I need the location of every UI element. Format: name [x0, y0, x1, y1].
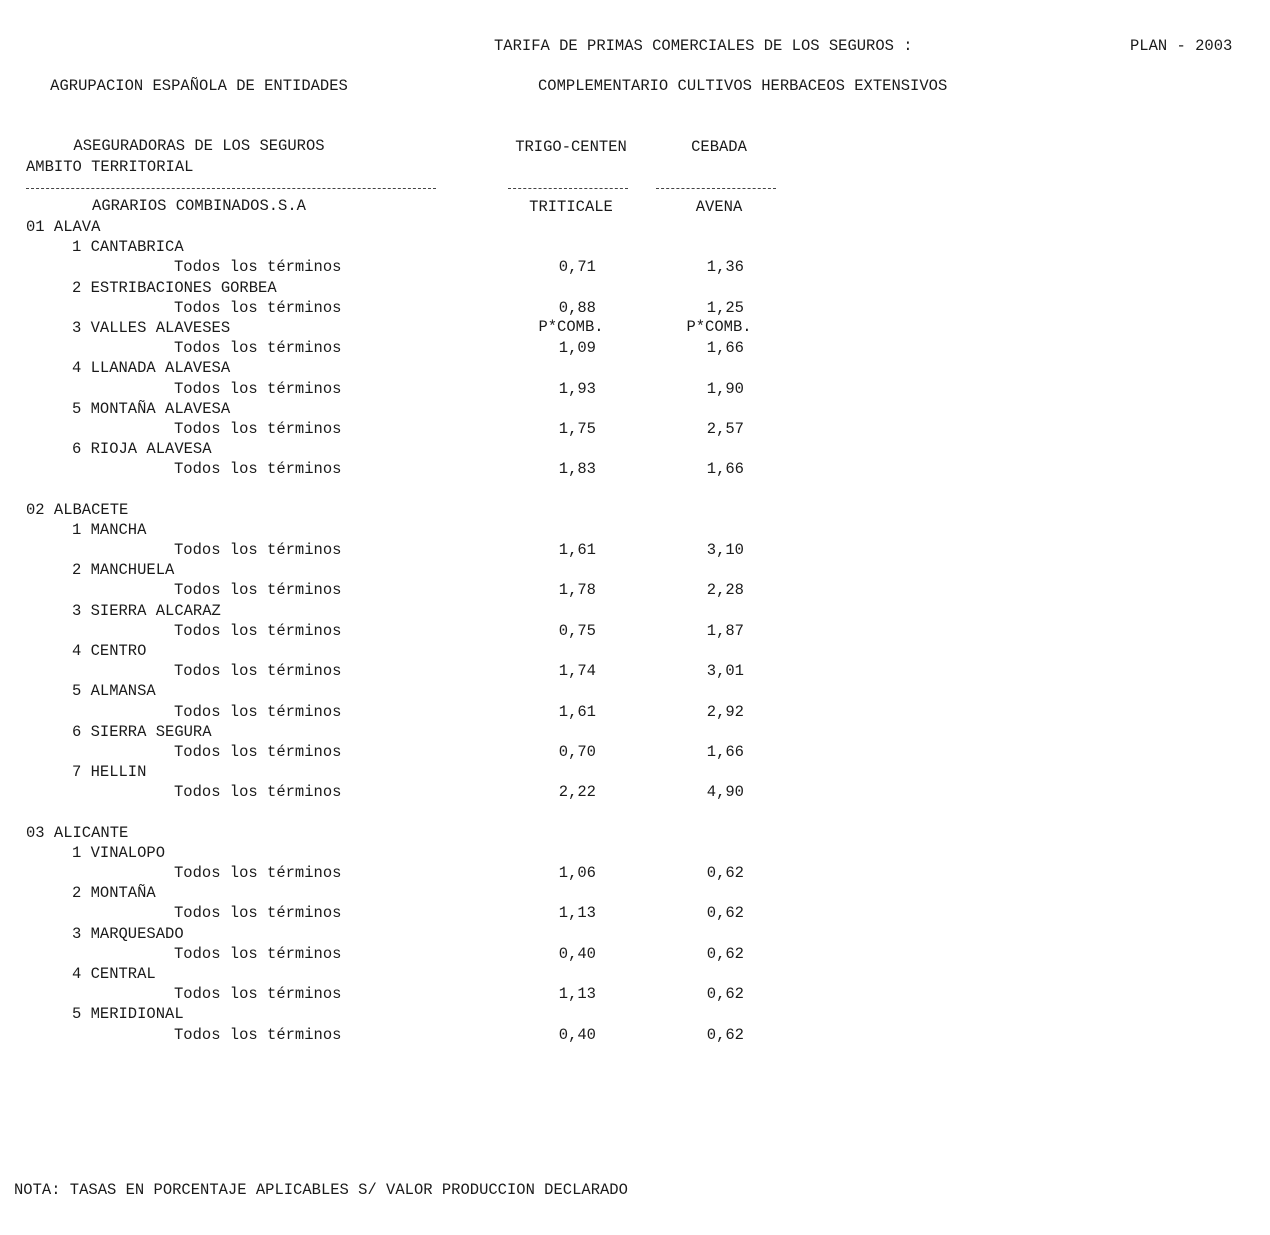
term-label: Todos los términos	[174, 702, 342, 721]
value-cebada: 3,10	[706, 541, 744, 559]
table-row	[0, 580, 900, 600]
term-label: Todos los términos	[174, 419, 342, 438]
value-cebada: 1,36	[706, 258, 744, 277]
value-cebada: 0,62	[706, 864, 744, 882]
value-cebada: 1,66	[706, 742, 744, 761]
zone-row	[0, 601, 900, 621]
table-row	[0, 702, 900, 722]
zone-row	[0, 560, 900, 580]
value-cebada: 1,87	[706, 621, 744, 640]
value-trigo: 0,40	[558, 944, 596, 963]
table-row	[0, 944, 900, 964]
document-subtitle: COMPLEMENTARIO CULTIVOS HERBACEOS EXTENSIVOS	[538, 77, 948, 95]
value-cebada: 0,62	[706, 985, 744, 1004]
tariff-table	[0, 217, 900, 1045]
value-cebada: 1,90	[706, 379, 744, 398]
zone-row	[0, 883, 900, 903]
header-rule-territory	[26, 188, 436, 189]
value-cebada: 3,01	[706, 662, 744, 681]
term-label: Todos los términos	[174, 864, 342, 882]
province-name: 03 ALICANTE	[26, 823, 129, 842]
table-row	[0, 661, 900, 681]
column-header-cebada-unit: P*COMB.	[686, 318, 752, 336]
zone-name: 4 LLANADA ALAVESA	[72, 359, 231, 378]
term-label: Todos los términos	[174, 339, 342, 358]
value-trigo: 0,75	[558, 621, 596, 640]
value-trigo: 1,06	[558, 864, 596, 882]
value-trigo: 2,22	[558, 783, 596, 802]
zone-name: 5 ALMANSA	[72, 682, 156, 701]
zone-name: 3 MARQUESADO	[72, 924, 184, 943]
column-header-territory: AMBITO TERRITORIAL	[26, 158, 194, 176]
term-label: Todos los términos	[174, 541, 342, 559]
term-label: Todos los términos	[174, 379, 342, 398]
value-trigo: 1,78	[558, 581, 596, 600]
zone-row	[0, 399, 900, 419]
value-cebada: 1,25	[706, 298, 744, 317]
value-cebada: 1,66	[706, 460, 744, 479]
value-trigo: 1,93	[558, 379, 596, 398]
table-row	[0, 782, 900, 802]
zone-name: 3 VALLES ALAVESES	[72, 318, 231, 337]
table-row	[0, 257, 900, 277]
zone-row	[0, 722, 900, 742]
column-header-trigo-unit: P*COMB.	[538, 318, 604, 336]
spacer-row	[0, 479, 900, 499]
term-label: Todos los términos	[174, 1025, 342, 1044]
zone-name: 6 SIERRA SEGURA	[72, 722, 212, 741]
zone-row	[0, 843, 900, 863]
term-label: Todos los términos	[174, 460, 342, 479]
zone-row	[0, 964, 900, 984]
term-label: Todos los términos	[174, 985, 342, 1004]
value-cebada: 4,90	[706, 783, 744, 802]
table-row	[0, 984, 900, 1004]
zone-row	[0, 439, 900, 459]
value-trigo: 1,13	[558, 904, 596, 923]
zone-row	[0, 520, 900, 540]
value-trigo: 0,88	[558, 298, 596, 317]
value-trigo: 1,83	[558, 460, 596, 479]
zone-row	[0, 762, 900, 782]
column-header-trigo-line2: TRITICALE	[529, 198, 613, 216]
term-label: Todos los términos	[174, 258, 342, 277]
province-row	[0, 823, 900, 843]
value-cebada: 2,92	[706, 702, 744, 721]
zone-name: 2 MANCHUELA	[72, 561, 175, 580]
table-row	[0, 903, 900, 923]
table-row	[0, 459, 900, 479]
value-trigo: 0,71	[558, 258, 596, 277]
zone-name: 4 CENTRAL	[72, 964, 156, 983]
column-header-cebada-line2: AVENA	[695, 198, 743, 216]
zone-row	[0, 358, 900, 378]
value-cebada: 1,66	[706, 339, 744, 358]
zone-name: 1 MANCHA	[72, 520, 147, 539]
org-line-1: AGRUPACION ESPAÑOLA DE ENTIDADES	[50, 77, 348, 95]
organization-header	[14, 36, 384, 236]
value-cebada: 0,62	[706, 904, 744, 923]
term-label: Todos los términos	[174, 662, 342, 681]
table-row	[0, 540, 900, 560]
zone-row	[0, 1004, 900, 1024]
zone-row	[0, 318, 900, 338]
zone-name: 1 VINALOPO	[72, 843, 166, 862]
header-rule-col1	[508, 188, 628, 189]
spacer-row	[0, 802, 900, 822]
value-trigo: 0,40	[558, 1025, 596, 1044]
value-cebada: 2,28	[706, 581, 744, 600]
table-row	[0, 298, 900, 318]
zone-name: 6 RIOJA ALAVESA	[72, 440, 212, 459]
zone-row	[0, 681, 900, 701]
value-trigo: 1,61	[558, 541, 596, 559]
zone-name: 5 MONTAÑA ALAVESA	[72, 399, 231, 418]
zone-row	[0, 278, 900, 298]
term-label: Todos los términos	[174, 742, 342, 761]
table-row	[0, 338, 900, 358]
value-cebada: 0,62	[706, 1025, 744, 1044]
footer-note: NOTA: TASAS EN PORCENTAJE APLICABLES S/ VALOR PRODUCCION DECLARADO	[14, 1181, 628, 1199]
org-line-2: ASEGURADORAS DE LOS SEGUROS	[73, 137, 325, 155]
zone-row	[0, 924, 900, 944]
column-header-cebada-line1: CEBADA	[691, 138, 747, 156]
value-cebada: 0,62	[706, 944, 744, 963]
zone-name: 1 CANTABRICA	[72, 238, 184, 257]
term-label: Todos los términos	[174, 783, 342, 802]
term-label: Todos los términos	[174, 944, 342, 963]
province-row	[0, 217, 900, 237]
province-name: 02 ALBACETE	[26, 500, 129, 519]
zone-row	[0, 237, 900, 257]
table-row	[0, 379, 900, 399]
zone-name: 4 CENTRO	[72, 641, 147, 660]
plan-label: PLAN - 2003	[1130, 37, 1233, 55]
zone-name: 3 SIERRA ALCARAZ	[72, 601, 221, 620]
table-row	[0, 621, 900, 641]
value-trigo: 1,09	[558, 339, 596, 358]
table-row	[0, 742, 900, 762]
value-trigo: 0,70	[558, 742, 596, 761]
table-row	[0, 419, 900, 439]
zone-name: 7 HELLIN	[72, 763, 147, 782]
province-name: 01 ALAVA	[26, 218, 101, 236]
table-row	[0, 1025, 900, 1045]
org-line-3: AGRARIOS COMBINADOS.S.A	[92, 197, 306, 215]
column-header-trigo-line1: TRIGO-CENTEN	[515, 138, 627, 156]
header-rule-col2	[656, 188, 776, 189]
value-trigo: 1,74	[558, 662, 596, 681]
document-title: TARIFA DE PRIMAS COMERCIALES DE LOS SEGUROS :	[494, 37, 913, 55]
term-label: Todos los términos	[174, 298, 342, 317]
zone-name: 2 ESTRIBACIONES GORBEA	[72, 278, 277, 297]
table-row	[0, 863, 900, 883]
value-trigo: 1,61	[558, 702, 596, 721]
zone-name: 2 MONTAÑA	[72, 884, 156, 903]
zone-row	[0, 641, 900, 661]
value-cebada: 2,57	[706, 419, 744, 438]
value-trigo: 1,13	[558, 985, 596, 1004]
term-label: Todos los términos	[174, 904, 342, 923]
value-trigo: 1,75	[558, 419, 596, 438]
term-label: Todos los términos	[174, 581, 342, 600]
term-label: Todos los términos	[174, 621, 342, 640]
zone-name: 5 MERIDIONAL	[72, 1005, 184, 1024]
province-row	[0, 500, 900, 520]
